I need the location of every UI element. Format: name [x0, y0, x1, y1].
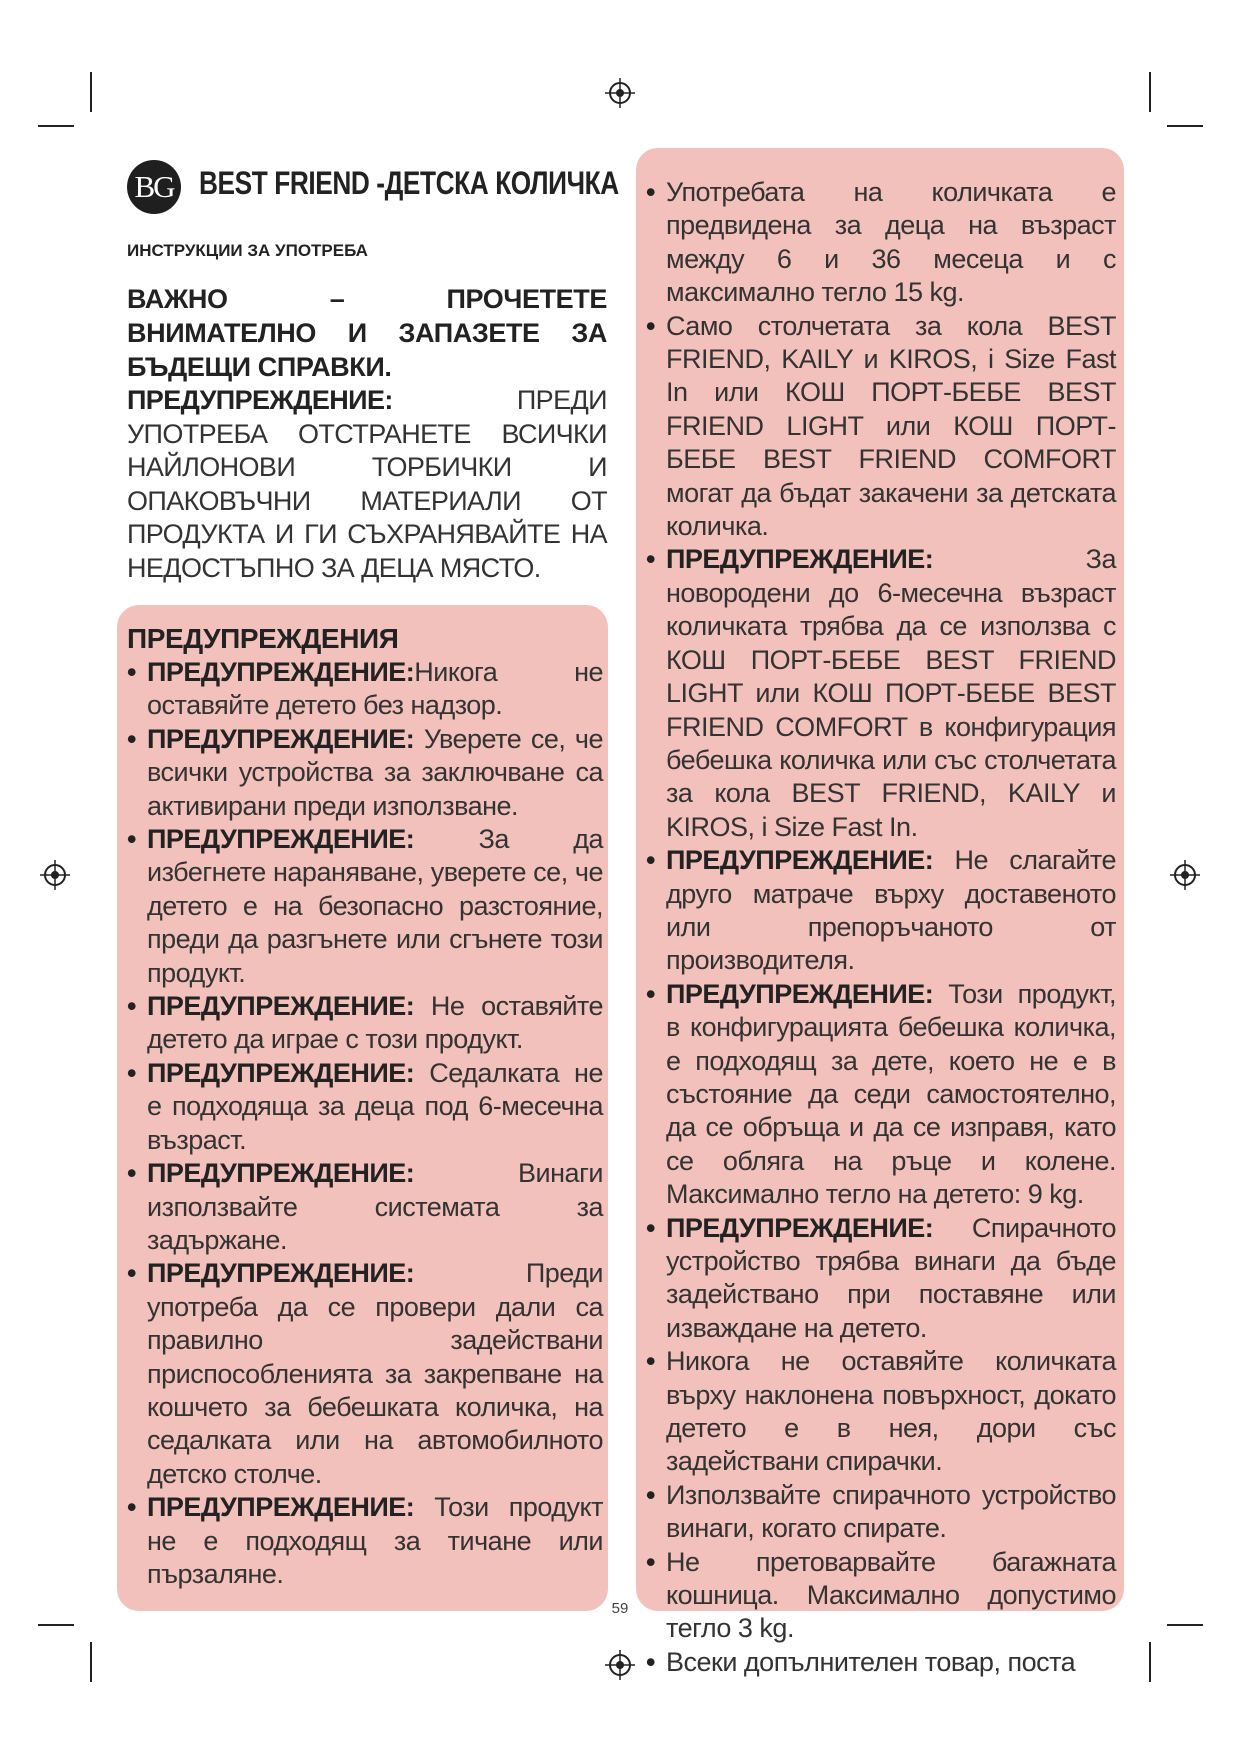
warning-label: ПРЕДУПРЕЖДЕНИЕ: — [666, 845, 934, 876]
note-text: За новородени до 6-месечна възраст количката трябва да се използва с КОШ ПОРТ-БЕБЕ BEST FRIEND LIGHT или КОШ ПОРТ-БЕБЕ BEST FRIEND COMFORT в конфигурация бебешка количка или със столчетата за кола BEST FRIEND, KAILY и KIROS, i Size Fast In. — [666, 544, 1116, 842]
note-text: Не претоварвайте багажната кошница. Максимално допустимо тегло 3 kg. — [666, 1546, 1116, 1644]
warning-text: Не оставяйте детето да играе с този продукт. — [147, 991, 603, 1055]
warning-text: Преди употреба да се провери дали са правилно задействани приспособленията за закрепване на кошчето за бебешката количка, на седалката или на автомобилното детско столче. — [147, 1258, 603, 1489]
warning-label: ПРЕДУПРЕЖДЕНИЕ: — [147, 657, 415, 687]
warning-label: ПРЕДУПРЕЖДЕНИЕ: — [147, 1492, 415, 1523]
list-item — [127, 723, 603, 823]
registration-mark-icon — [40, 860, 70, 890]
list-item — [127, 1257, 603, 1491]
document-header — [127, 157, 627, 217]
warning-text: За да избегнете нараняване, уверете се, че детето е на безопасно разстояние, преди да разгънете или сгънете този продукт. — [147, 824, 603, 988]
crop-mark — [90, 1642, 92, 1682]
warnings-heading: ПРЕДУПРЕЖДЕНИЯ — [127, 623, 399, 654]
crop-mark — [38, 125, 74, 127]
pre-use-warning — [127, 384, 607, 585]
list-item — [646, 176, 1116, 310]
language-badge: BG — [127, 160, 181, 214]
section-subtitle: ИНСТРУКЦИИ ЗА УПОТРЕБА — [127, 241, 368, 260]
warning-label: ПРЕДУПРЕЖДЕНИЕ: — [147, 723, 415, 754]
page-title: BEST FRIEND -ДЕТСКА КОЛИЧКА — [199, 165, 619, 201]
warning-text: Уверете се, че всички устройства за заключване са активирани преди използване. — [147, 723, 603, 821]
usage-notes-list — [646, 176, 1118, 1679]
list-item — [127, 1491, 603, 1591]
list-item — [646, 1646, 1116, 1679]
crop-mark — [38, 1624, 74, 1626]
warning-label: ПРЕДУПРЕЖДЕНИЕ: — [666, 978, 934, 1009]
note-text: Не слагайте друго матраче върху доставеното или препоръчаното от производителя. — [666, 845, 1116, 976]
list-item — [646, 543, 1116, 844]
crop-mark — [90, 72, 92, 112]
note-text: Този продукт, в конфигурацията бебешка количка, е подходящ за дете, което не е в състояние да седи самостоятелно, да се обръща и да се изправя, като се обляга на ръце и колене. Максимално тегло на детето: 9 kg. — [666, 978, 1116, 1210]
crop-mark — [1167, 1624, 1203, 1626]
usage-notes-box — [636, 148, 1124, 1677]
list-item — [127, 823, 603, 990]
warning-text: Винаги използвайте системата за задържане. — [147, 1158, 603, 1255]
list-item — [646, 844, 1116, 978]
warning-label: ПРЕДУПРЕЖДЕНИЕ: — [147, 824, 415, 855]
list-item — [646, 1345, 1116, 1479]
warnings-box — [117, 605, 608, 1611]
warning-label: ПРЕДУПРЕЖДЕНИЕ: — [147, 1258, 415, 1289]
warning-label: ПРЕДУПРЕЖДЕНИЕ: — [147, 1158, 415, 1189]
important-notice: ВАЖНО – ПРОЧЕТЕТЕ ВНИМАТЕЛНО И ЗАПАЗЕТЕ ЗА БЪДЕЩИ СПРАВКИ. — [127, 284, 607, 382]
list-item — [646, 310, 1116, 544]
list-item — [127, 1057, 603, 1157]
warning-label: ПРЕДУПРЕЖДЕНИЕ: — [666, 1212, 934, 1243]
crop-mark — [1149, 72, 1151, 112]
registration-mark-icon — [605, 1650, 635, 1680]
warning-label: ПРЕДУПРЕЖДЕНИЕ: — [147, 991, 415, 1022]
warning-label: ПРЕДУПРЕЖДЕНИЕ: — [147, 1057, 415, 1088]
registration-mark-icon — [1170, 860, 1200, 890]
note-text: Само столчетата за кола BEST FRIEND, KAILY и KIROS, i Size Fast In или КОШ ПОРТ-БЕБЕ BEST FRIEND LIGHT или КОШ ПОРТ-БЕБЕ BEST FRIEND COMFORT могат да бъдат закачени за детската количка. — [666, 310, 1116, 542]
warning-label: ПРЕДУПРЕЖДЕНИЕ: — [666, 544, 934, 575]
note-text: Всеки допълнителен товар, поста — [666, 1646, 1076, 1677]
warning-text: Този продукт не е подходящ за тичане или пързаляне. — [147, 1492, 603, 1589]
registration-mark-icon — [605, 78, 635, 108]
note-text: Спирачното устройство трябва винаги да бъде задействано при поставяне или изваждане на детето. — [666, 1212, 1116, 1343]
list-item — [127, 656, 603, 723]
note-text: Употребата на количката е предвидена за деца на възраст между 6 и 36 месеца и с максимално тегло 15 kg. — [666, 177, 1116, 308]
warning-text: ПРЕДИ УПОТРЕБА ОТСТРАНЕТЕ ВСИЧКИ НАЙЛОНОВИ ТОРБИЧКИ И ОПАКОВЪЧНИ МАТЕРИАЛИ ОТ ПРОДУКТА И ГИ СЪХРАНЯВАЙТЕ НА НЕДОСТЪПНО ЗА ДЕЦА МЯСТО. — [127, 385, 607, 583]
list-item — [646, 978, 1116, 1212]
list-item — [127, 1157, 603, 1257]
note-text: Никога не оставяйте количката върху наклонена повърхност, докато детето е в нея, дори със задействани спирачки. — [666, 1346, 1116, 1477]
warning-text: Седалката не е подходяща за деца под 6-месечна възраст. — [147, 1057, 603, 1155]
list-item — [127, 990, 603, 1057]
crop-mark — [1167, 125, 1203, 127]
list-item — [646, 1479, 1116, 1546]
note-text: Използвайте спирачното устройство винаги, когато спирате. — [666, 1479, 1116, 1544]
list-item — [646, 1546, 1116, 1646]
warnings-list — [127, 656, 608, 1591]
list-item — [646, 1212, 1116, 1346]
warning-label: ПРЕДУПРЕЖДЕНИЕ: — [127, 385, 393, 415]
crop-mark — [1149, 1642, 1151, 1682]
page-number: 59 — [611, 1600, 629, 1617]
warning-text: Никога не оставяйте детето без надзор. — [147, 657, 603, 721]
